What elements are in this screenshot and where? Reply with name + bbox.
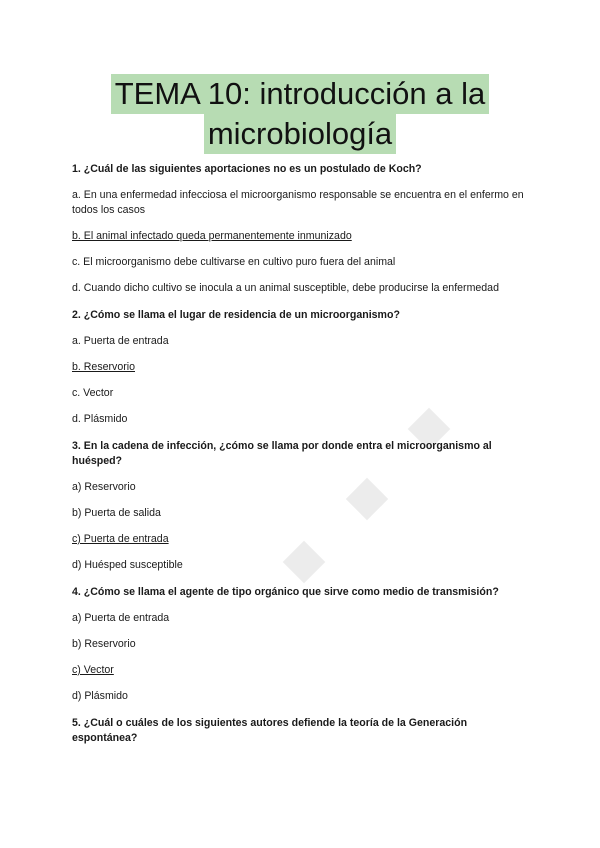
question-2-option-b-correct: b. Reservorio xyxy=(72,361,135,373)
question-3: 3. En la cadena de infección, ¿cómo se llama por donde entra el microorganismo al huésped? xyxy=(72,440,492,467)
question-4-option-c-correct: c) Vector xyxy=(72,664,114,676)
question-1-option-b-correct: b. El animal infectado queda permanentemente inmunizado xyxy=(72,230,352,242)
question-3-option-d: d) Huésped susceptible xyxy=(72,559,183,571)
title-line-2: microbiología xyxy=(204,114,396,154)
title-line-1: TEMA 10: introducción a la xyxy=(111,74,489,114)
question-2-option-c: c. Vector xyxy=(72,387,114,399)
question-4-option-a: a) Puerta de entrada xyxy=(72,612,170,624)
question-2-option-d: d. Plásmido xyxy=(72,413,128,425)
question-3-option-c-correct: c) Puerta de entrada xyxy=(72,533,169,545)
question-2: 2. ¿Cómo se llama el lugar de residencia de un microorganismo? xyxy=(72,309,400,321)
question-3-option-a: a) Reservorio xyxy=(72,481,136,493)
question-5: 5. ¿Cuál o cuáles de los siguientes autores defiende la teoría de la Generación espontánea? xyxy=(72,717,468,744)
question-4-option-b: b) Reservorio xyxy=(72,638,136,650)
question-1-option-c: c. El microorganismo debe cultivarse en cultivo puro fuera del animal xyxy=(72,256,396,268)
question-1-option-a: a. En una enfermedad infecciosa el microorganismo responsable se encuentra en el enfermo en todos los casos xyxy=(72,189,524,216)
question-1-option-d: d. Cuando dicho cultivo se inocula a un animal susceptible, debe producirse la enfermedad xyxy=(72,282,499,294)
question-2-option-a: a. Puerta de entrada xyxy=(72,335,169,347)
question-4: 4. ¿Cómo se llama el agente de tipo orgánico que sirve como medio de transmisión? xyxy=(72,586,499,598)
page-title xyxy=(0,74,600,154)
quiz-content xyxy=(72,162,534,746)
question-1: 1. ¿Cuál de las siguientes aportaciones no es un postulado de Koch? xyxy=(72,163,422,175)
question-4-option-d: d) Plásmido xyxy=(72,690,128,702)
question-3-option-b: b) Puerta de salida xyxy=(72,507,161,519)
